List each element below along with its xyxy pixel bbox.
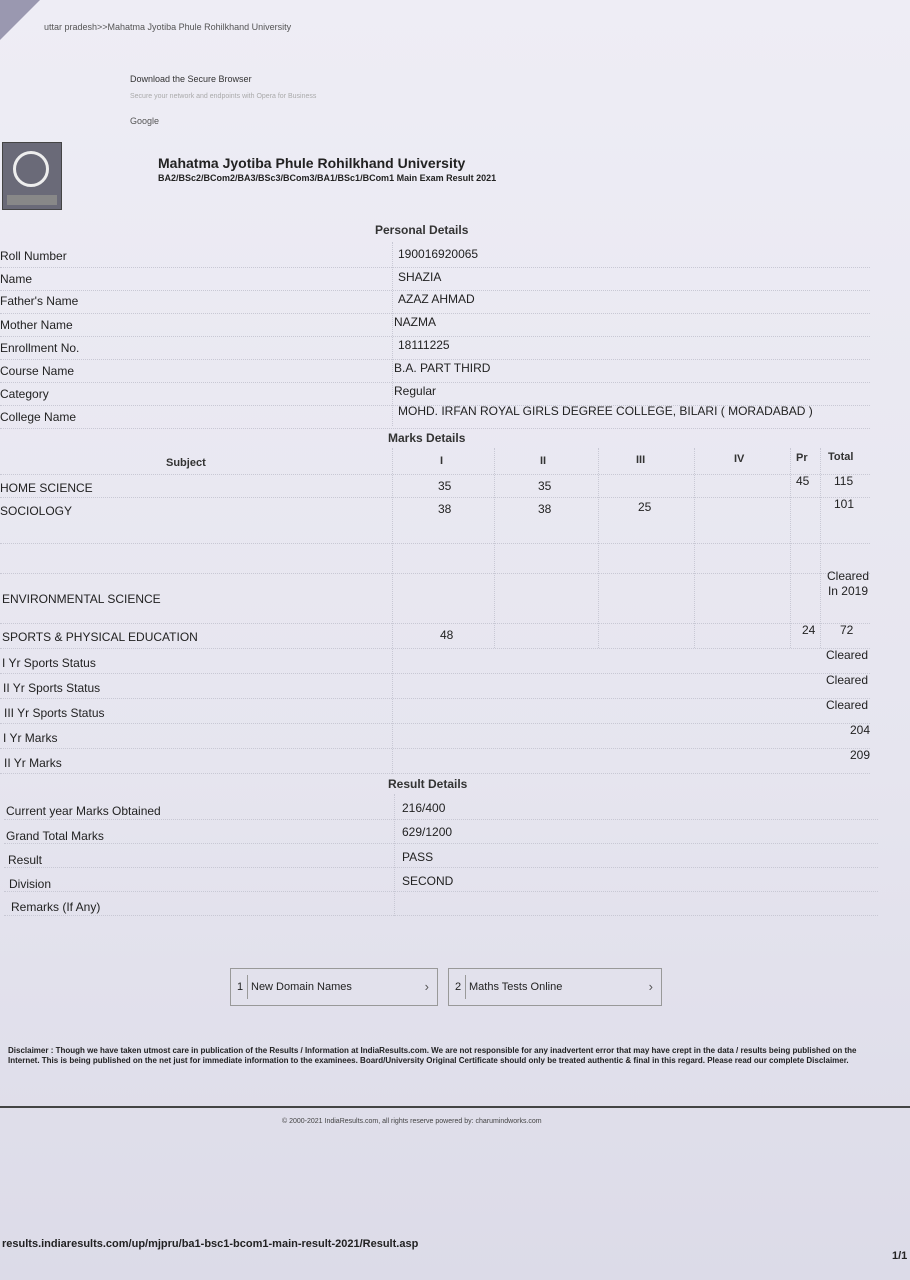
exam-title: BA2/BSc2/BCom2/BA3/BSc3/BCom3/BA1/BSc1/BCom1 Main Exam Result 2021 [158,173,497,183]
table-row [0,313,870,337]
mark-cell: 24 [802,623,816,637]
page-number: 1/1 [892,1250,908,1262]
table-row [0,497,870,544]
ad-source: Google [130,116,160,126]
field-label: College Name [0,410,77,424]
table-row [0,569,870,624]
copyright-footer: © 2000-2021 IndiaResults.com, all rights reserve powered by: charumindworks.com [282,1118,542,1125]
print-url: results.indiaresults.com/up/mjpru/ba1-bsc1-bcom1-main-result-2021/Result.asp [2,1238,419,1250]
field-value: 629/1200 [402,825,453,839]
table-row [0,382,870,406]
total-cell: Cleared In 2019 [826,569,870,598]
breadcrumb[interactable]: uttar pradesh>>Mahatma Jyotiba Phule Rohilkhand University [44,22,292,32]
mark-cell: 35 [438,479,452,493]
field-value: PASS [402,850,434,864]
table-row [4,796,878,820]
field-label: Roll Number [0,249,67,263]
folded-corner [0,0,40,40]
summary-row [0,698,870,724]
mark-cell: 35 [538,479,552,493]
ad-title[interactable]: Download the Secure Browser [130,74,252,84]
column-header: Total [828,451,854,463]
field-label: Grand Total Marks [6,829,104,843]
separator [247,975,248,999]
total-cell: 115 [834,474,854,488]
summary-value: Cleared [826,673,869,687]
table-row [4,844,878,868]
personal-details-heading: Personal Details [375,223,469,237]
summary-row [0,673,870,699]
column-header: I [440,455,444,467]
table-row [0,623,870,649]
field-label: Father's Name [0,294,79,308]
summary-value: 209 [850,748,871,762]
total-cell: 72 [840,623,854,637]
table-row [0,290,870,314]
marks-details-heading: Marks Details [388,431,466,445]
mark-cell: 48 [440,628,454,642]
table-row [4,868,878,892]
table-row [4,820,878,844]
field-label: Category [0,387,49,401]
table-row [0,244,870,268]
field-value: SHAZIA [398,270,442,284]
summary-row [0,748,870,774]
summary-value: Cleared [826,698,869,712]
chevron-right-icon: › [648,979,653,994]
field-value: NAZMA [394,315,436,329]
table-row [0,336,870,360]
field-value: AZAZ AHMAD [398,292,475,306]
ad-link-maths-tests-online[interactable] [448,968,662,1006]
ad-link-new-domain-names[interactable] [230,968,438,1006]
column-header: IV [734,453,745,465]
subject-name: ENVIRONMENTAL SCIENCE [2,592,161,606]
field-value: B.A. PART THIRD [394,361,491,375]
ad-subtitle: Secure your network and endpoints with Opera for Business [130,93,317,100]
column-header: Pr [796,452,808,464]
ad-label: New Domain Names [251,981,352,993]
field-value: Regular [394,384,437,398]
field-label: Remarks (If Any) [11,900,101,914]
field-value: MOHD. IRFAN ROYAL GIRLS DEGREE COLLEGE, BILARI ( MORADABAD ) [398,404,813,418]
summary-value: Cleared [826,648,869,662]
mark-cell: 38 [538,502,552,516]
mark-cell: 45 [796,474,810,488]
summary-label: II Yr Marks [4,756,62,770]
summary-label: I Yr Marks [3,731,58,745]
mark-cell: 25 [638,500,652,514]
summary-label: III Yr Sports Status [4,706,105,720]
summary-row [0,723,870,749]
field-label: Enrollment No. [0,341,80,355]
separator [465,975,466,999]
field-label: Mother Name [0,318,73,332]
field-label: Name [0,272,33,286]
column-header: Subject [166,457,206,469]
field-value: 190016920065 [398,247,479,261]
field-label: Division [9,877,52,891]
summary-label: I Yr Sports Status [2,656,96,670]
marks-header-row [0,449,870,475]
table-row [0,359,870,383]
field-value: 216/400 [402,801,446,815]
emblem-icon [13,151,49,187]
table-row [0,267,870,291]
column-header: III [636,454,646,466]
university-title: Mahatma Jyotiba Phule Rohilkhand University [158,155,466,171]
table-row [0,405,870,429]
summary-value: 204 [850,723,871,737]
column-header: II [540,455,547,467]
field-value: 18111225 [398,338,450,352]
subject-name: SPORTS & PHYSICAL EDUCATION [2,630,198,644]
total-cell: 101 [834,497,855,511]
table-row [4,892,878,916]
subject-name: HOME SCIENCE [0,481,93,495]
table-row-empty [0,543,870,574]
logo-caption [7,195,57,205]
mark-cell: 38 [438,502,452,516]
chevron-right-icon: › [424,979,429,994]
divider [0,1106,910,1108]
ad-label: Maths Tests Online [469,981,563,993]
subject-name: SOCIOLOGY [0,504,73,518]
field-value: SECOND [402,874,454,888]
summary-row [0,648,870,674]
ad-number: 2 [455,981,462,993]
field-label: Result [8,853,43,867]
disclaimer-text: Disclaimer : Though we have taken utmost care in publication of the Results / Information at IndiaResults.com. We are not responsible for any inadvertent error that may have crept in the data / results being published on the Internet. This is being published on the net just for immediate information to the examinees. Board/University Original Certificate should only be treated authentic & final in this regard. Please read our complete Disclaimer. [8,1046,857,1065]
result-details-heading: Result Details [388,777,468,791]
ad-number: 1 [237,981,244,993]
university-logo [2,142,62,210]
summary-label: II Yr Sports Status [3,681,101,695]
table-row [0,474,870,498]
field-label: Current year Marks Obtained [6,804,161,818]
field-label: Course Name [0,364,75,378]
